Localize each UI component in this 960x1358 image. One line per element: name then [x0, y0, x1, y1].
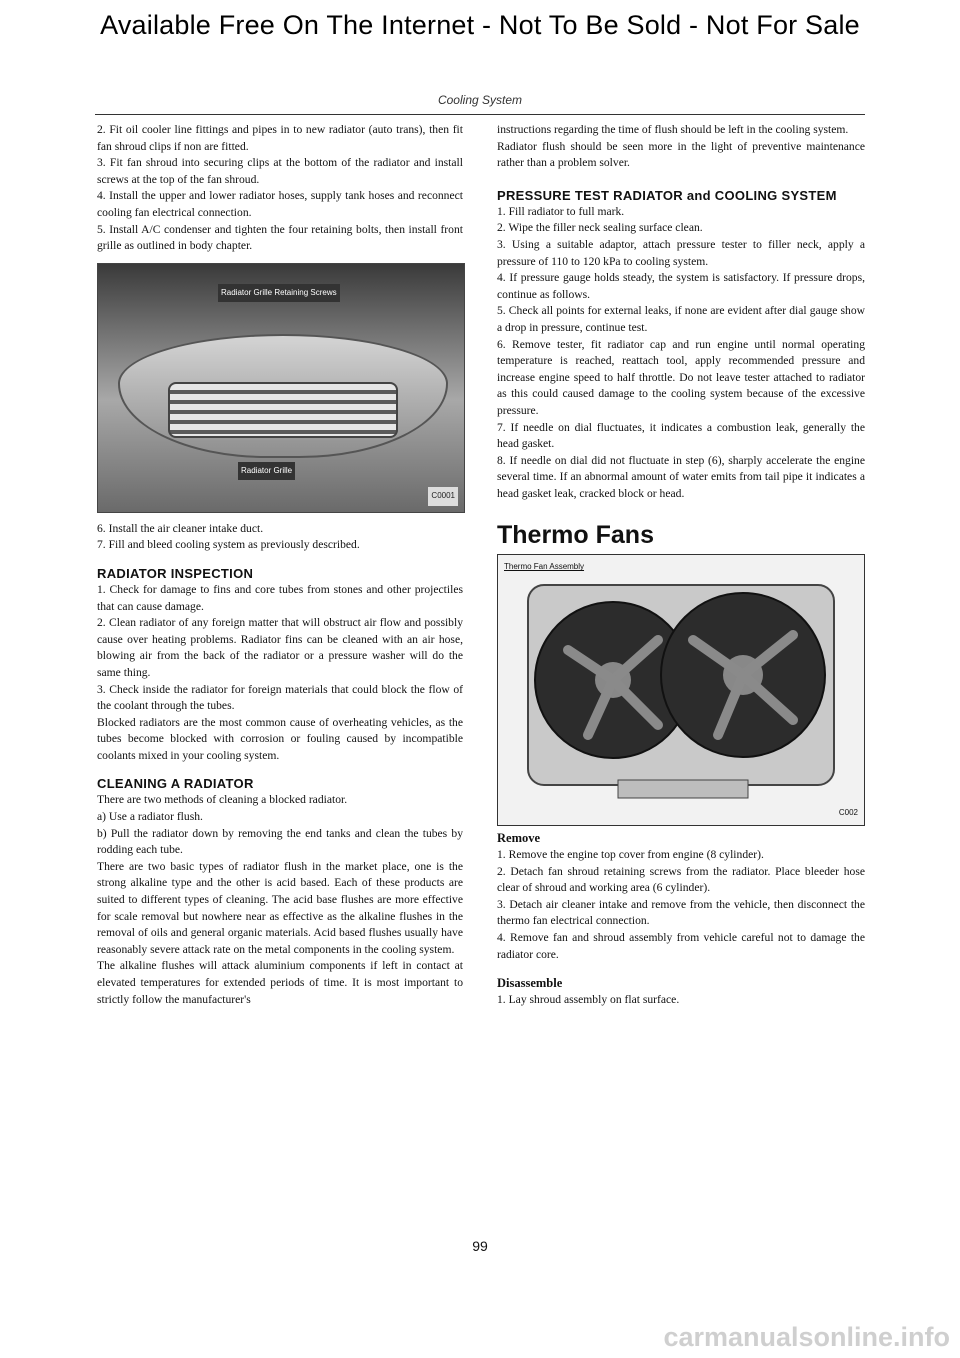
availability-banner: Available Free On The Internet - Not To Be Sold - Not For Sale: [100, 10, 860, 40]
paragraph: 2. Clean radiator of any foreign matter that will obstruct air flow and possibly cause over heating problems. Radiator fins can be cleaned with an air hose, blowing air from the back of the radiator or a pressure washer will do the same thing.: [97, 616, 463, 679]
paragraph: 2. Wipe the filler neck sealing surface clean.: [497, 221, 703, 235]
paragraph: 1. Lay shroud assembly on flat surface.: [497, 992, 680, 1006]
paragraph: a) Use a radiator flush.: [97, 810, 203, 824]
paragraph: 8. If needle on dial did not fluctuate in step (6), sharply accelerate the engine several time. If an abnormal amount of water emits from tail pipe it indicates a head gasket leak, cracked block or head.: [497, 453, 865, 500]
cleaning-heading: CLEANING A RADIATOR: [97, 776, 254, 792]
paragraph: 7. Fill and bleed cooling system as previously described.: [97, 538, 360, 552]
right-column: [497, 122, 865, 1008]
running-head: Cooling System: [437, 93, 523, 107]
paragraph: 4. Remove fan and shroud assembly from vehicle careful not to damage the radiator core.: [497, 931, 865, 961]
page-number: 99: [472, 1238, 488, 1254]
paragraph: 5. Install A/C condenser and tighten the four retaining bolts, then install front grille as outlined in body chapter.: [97, 222, 463, 253]
remove-heading: Remove: [497, 831, 541, 846]
paragraph: b) Pull the radiator down by removing the end tanks and clean the tubes by rodding each tube.: [97, 826, 463, 857]
disassemble-heading: Disassemble: [497, 976, 563, 991]
paragraph: 4. If pressure gauge holds steady, the system is satisfactory. If pressure drops, continue as follows.: [497, 271, 865, 301]
paragraph: 1. Fill radiator to full mark.: [497, 204, 625, 218]
paragraph: There are two basic types of radiator flush in the market place, one is the strong alkaline type and the other is acid based. Each of these products are suited to different types of cleaning. The acid base flushes are more effective for scale removal but nowhere near as effective as the alkaline flushes in the removal of oils and general organic materials. Acid based flushes usually have reasonably severe attack rate on the metal components in the cooling system.: [97, 859, 463, 956]
paragraph: 6. Remove tester, fit radiator cap and run engine until normal operating temperature is reached, reattach tool, apply recommended pressure and increase engine speed to half throttle. Do not leave tester attached to radiator as this could caused damage to the cooling system because of the excessive pressure.: [497, 337, 865, 417]
paragraph: 3. Check inside the radiator for foreign materials that could block the flow of the coolant through the tubes.: [97, 682, 463, 713]
paragraph: 1. Remove the engine top cover from engine (8 cylinder).: [497, 848, 764, 862]
header-rule: [95, 114, 865, 115]
paragraph: 5. Check all points for external leaks, if none are evident after dial gauge show a drop in pressure, continue test.: [497, 304, 865, 334]
paragraph: 2. Detach fan shroud retaining screws from the radiator. Place bleeder hose clear of shroud and working area (6 cylinder).: [497, 864, 865, 895]
paragraph: 3. Using a suitable adaptor, attach pressure tester to filler neck, apply a pressure of 110 to 120 kPa to cooling system.: [497, 237, 865, 268]
paragraph: 3. Fit fan shroud into securing clips at the bottom of the radiator and install screws at the top of the fan shroud.: [97, 156, 463, 186]
paragraph: The alkaline flushes will attack aluminium components if left in contact at elevated temperatures for extended periods of time. It is most important to strictly follow the manufacturer's: [97, 959, 463, 1006]
thermo-fans-heading: Thermo Fans: [497, 521, 654, 550]
fan-photo-code: C002: [838, 807, 858, 817]
paragraph: 6. Install the air cleaner intake duct.: [97, 521, 264, 535]
photo-code: C0001: [428, 487, 458, 506]
thermo-fan-photo: [497, 554, 865, 826]
paragraph: Radiator flush should be seen more in the light of preventive maintenance rather than a problem solver.: [497, 139, 865, 170]
paragraph: 4. Install the upper and lower radiator hoses, supply tank hoses and reconnect cooling fan electrical connection.: [97, 189, 463, 219]
grille-shape: [168, 382, 398, 438]
paragraph: 2. Fit oil cooler line fittings and pipes in to new radiator (auto trans), then fit fan shroud clips if non are fitted.: [97, 123, 463, 153]
photo-caption-bottom: Radiator Grille: [238, 462, 295, 481]
radiator-grille-photo: [97, 263, 465, 513]
paragraph: 1. Check for damage to fins and core tubes from stones and other projectiles that can cause damage.: [97, 582, 463, 613]
fan-assembly-drawing: [498, 555, 864, 825]
paragraph: There are two methods of cleaning a blocked radiator.: [97, 793, 348, 807]
left-column: [97, 122, 463, 1008]
fan-photo-caption: Thermo Fan Assembly: [504, 562, 585, 572]
paragraph: 3. Detach air cleaner intake and remove from the vehicle, then disconnect the thermo fan electrical connection.: [497, 897, 865, 928]
paragraph: 7. If needle on dial fluctuates, it indicates a combustion leak, generally the head gasket.: [497, 420, 865, 451]
site-watermark: carmanualsonline.info: [663, 1322, 950, 1352]
paragraph: instructions regarding the time of flush should be left in the cooling system.: [497, 123, 849, 136]
paragraph: Blocked radiators are the most common cause of overheating vehicles, as the tubes become blocked with corrosion or fouling caused by incompatible coolants mixed in your cooling system.: [97, 715, 463, 762]
photo-caption-top: Radiator Grille Retaining Screws: [218, 284, 340, 303]
pressure-test-heading: PRESSURE TEST RADIATOR and COOLING SYSTEM: [497, 187, 837, 203]
radiator-inspection-heading: RADIATOR INSPECTION: [97, 565, 254, 581]
